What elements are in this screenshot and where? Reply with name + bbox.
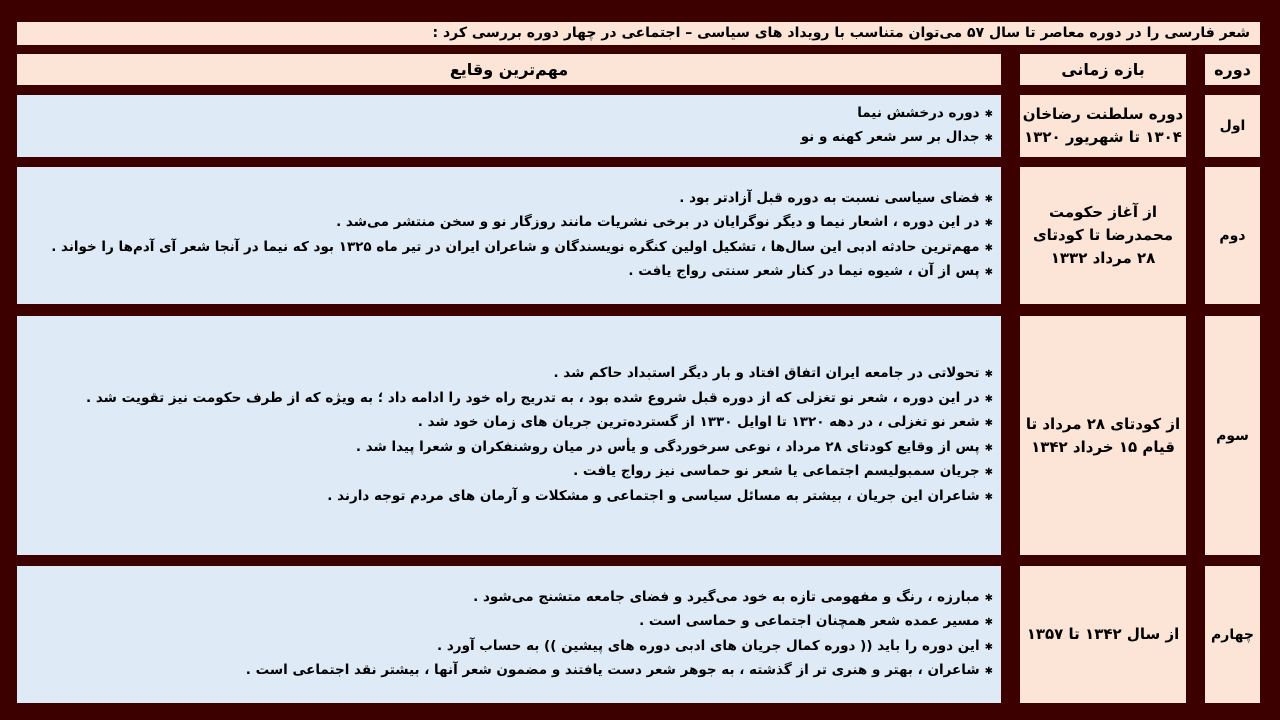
list-item: ✱ این دوره را باید (( دوره کمال جریان های ادبی دوره های پیشین )) به حساب آورد .	[17, 635, 993, 660]
list-item: ✱ جدال بر سر شعر کهنه و نو	[17, 126, 993, 151]
list-item: ✱ مسیر عمده شعر همچنان اجتماعی و حماسی است .	[17, 610, 993, 635]
row-2-events	[17, 167, 1001, 304]
row-3-time-range-line-1: از کودتای ۲۸ مرداد تا	[1025, 414, 1181, 433]
list-item: ✱ مهم‌ترین حادثه ادبی این سال‌ها ، تشکیل اولین کنگره نویسندگان و شاعران ایران در تیر ماه ۱۳۲۵ بود که نیما در آنجا شعر آی آدم‌ها را خواند .	[17, 236, 993, 261]
list-item: ✱ شاعران این جریان ، بیشتر به مسائل سیاسی و اجتماعی و مشکلات و آرمان های مردم توجه دارند .	[17, 485, 993, 510]
list-item: ✱ جریان سمبولیسم اجتماعی یا شعر نو حماسی نیز رواج یافت .	[17, 460, 993, 485]
row-3-period: سوم	[1205, 316, 1260, 555]
row-2-period: دوم	[1205, 167, 1260, 304]
row-2-time-range-line-1: از آغاز حکومت	[1049, 203, 1157, 221]
header-events: مهم‌ترین وقایع	[17, 54, 1001, 85]
row-4-time-range-line-1: از سال ۱۳۴۲ تا ۱۳۵۷	[1026, 625, 1180, 643]
row-4-period: چهارم	[1205, 566, 1260, 703]
row-2-time-range-line-2: محمدرضا تا کودتای	[1032, 226, 1174, 244]
row-4-time-range	[1020, 566, 1186, 703]
row-1-period: اول	[1205, 95, 1260, 157]
header-period: دوره	[1205, 54, 1260, 85]
row-1-time-range-line-1: دوره سلطنت رضاخان	[1022, 105, 1184, 123]
list-item: ✱ در این دوره ، اشعار نیما و دیگر نوگرایان در برخی نشریات مانند روزگار نو و سخن منتشر می‌شد .	[17, 211, 993, 236]
list-item: ✱ دوره درخشش نیما	[17, 102, 993, 127]
row-3-time-range-line-2: قیام ۱۵ خرداد ۱۳۴۲	[1031, 437, 1175, 456]
list-item: ✱ تحولاتی در جامعه ایران اتفاق افتاد و بار دیگر استبداد حاکم شد .	[17, 362, 993, 387]
list-item: ✱ پس از وقایع کودتای ۲۸ مرداد ، نوعی سرخوردگی و یأس در میان روشنفکران و شعرا پیدا شد .	[17, 436, 993, 461]
list-item: ✱ شاعران ، بهتر و هنری تر از گذشته ، به جوهر شعر دست یافتند و مضمون شعر آنها ، بیشتر نقد اجتماعی است .	[17, 659, 993, 684]
list-item: ✱ مبارزه ، رنگ و مفهومی تازه به خود می‌گیرد و فضای جامعه متشنج می‌شود .	[17, 586, 993, 611]
list-item: ✱ در این دوره ، شعر نو تغزلی که از دوره قبل شروع شده بود ، به تدریج راه خود را ادامه داد ؛ به ویژه که از طرف حکومت نیز تقویت شد .	[17, 387, 993, 412]
row-3-events	[17, 316, 1001, 555]
list-item: ✱ شعر نو تغزلی ، در دهه ۱۳۲۰ تا اوایل ۱۳۳۰ از گسترده‌ترین جریان های زمان خود شد .	[17, 411, 993, 436]
list-item: ✱ فضای سیاسی نسبت به دوره قبل آزادتر بود .	[17, 187, 993, 212]
row-4-events	[17, 566, 1001, 703]
page-title: شعر فارسی را در دوره معاصر تا سال ۵۷ می‌توان متناسب با رویداد های سیاسی – اجتماعی در چهار دوره بررسی کرد :	[17, 22, 1260, 45]
row-2-time-range	[1020, 167, 1186, 304]
row-1-time-range-line-2: ۱۳۰۴ تا شهریور ۱۳۲۰	[1024, 128, 1182, 146]
header-time-range: بازه زمانی	[1020, 54, 1186, 85]
row-1-time-range	[1020, 95, 1186, 157]
row-3-time-range	[1020, 316, 1186, 555]
row-2-time-range-line-3: ۲۸ مرداد ۱۳۳۲	[1050, 249, 1156, 267]
list-item: ✱ پس از آن ، شیوه نیما در کنار شعر سنتی رواج یافت .	[17, 260, 993, 285]
row-1-events	[17, 95, 1001, 157]
